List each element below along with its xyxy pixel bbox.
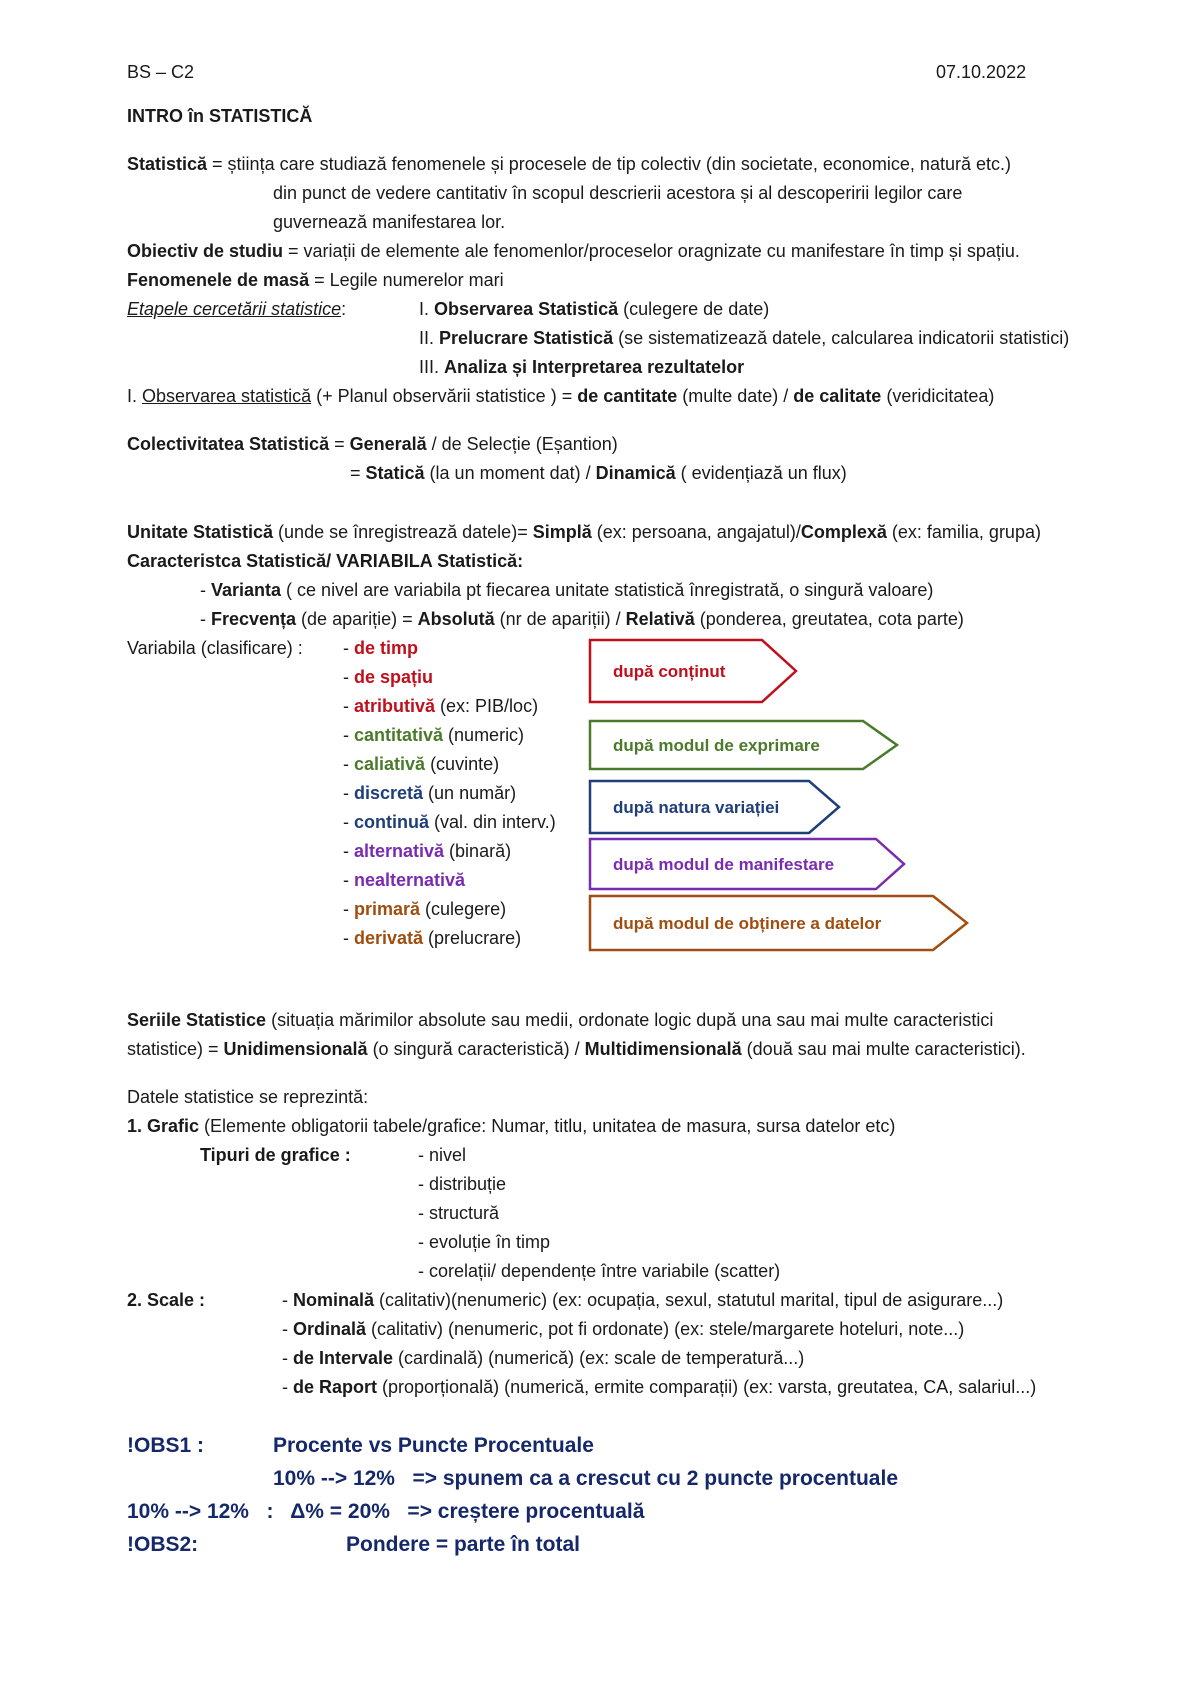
scale-name: Nominală: [293, 1290, 375, 1310]
obs1-line-2: 10% --> 12% => spunem ca a crescut cu 2 puncte procentuale: [273, 1467, 898, 1490]
collectivity-static: Statică: [365, 463, 425, 483]
variable-name: caliativă: [354, 754, 426, 774]
variable-note: (ex: PIB/loc): [435, 696, 539, 716]
series-multidimensional: Multidimensională: [584, 1039, 742, 1059]
unit-simple-note: (ex: persoana, angajatul)/: [591, 522, 801, 542]
unit-term: Unitate Statistică: [127, 522, 274, 542]
stage-3: [419, 355, 744, 379]
collectivity-term: Colectivitatea Statistică: [127, 434, 330, 454]
stage-1-num: I.: [419, 299, 435, 319]
stages-label-text: Etapele cercetării statistice: [127, 299, 342, 319]
stage-2: [419, 326, 1069, 350]
scale-name: Ordinală: [293, 1319, 367, 1339]
variant-line: [200, 578, 933, 602]
arrow-variation: [590, 781, 839, 833]
scale-dash: -: [282, 1319, 293, 1339]
collectivity-line-2: [350, 461, 847, 485]
variable-name: cantitativă: [354, 725, 444, 745]
variable-note: (prelucrare): [423, 928, 522, 948]
chart-type-item: - structură: [418, 1203, 500, 1223]
variant-dash: -: [200, 580, 211, 600]
series-unidimensional: Unidimensională: [223, 1039, 368, 1059]
graphic-note: (Elemente obligatorii tabele/grafice: Numar, titlu, unitatea de masura, sursa datelor etc): [199, 1116, 896, 1136]
stage-2-num: II.: [419, 328, 440, 348]
variable-item: - derivată (prelucrare): [343, 928, 522, 948]
collectivity-selection: / de Selecție (Eșantion): [426, 434, 618, 454]
variable-item: - atributivă (ex: PIB/loc): [343, 696, 539, 716]
scale-note: (proporțională) (numerică, ermite comparații) (ex: varsta, greutatea, CA, salariul...): [377, 1377, 1037, 1397]
variable-note: (numeric): [443, 725, 525, 745]
frequency-note: (de apariție) =: [296, 609, 418, 629]
characteristic-term: Caracteristca Statistică/ VARIABILA Statistică:: [127, 551, 524, 571]
scale-dash: -: [282, 1348, 293, 1368]
scale-item: [282, 1317, 964, 1341]
variable-name: derivată: [354, 928, 424, 948]
collectivity-dynamic: Dinamică: [595, 463, 676, 483]
scale-note: (calitativ) (nenumeric, pot fi ordonate) (ex: stele/margarete hoteluri, note...): [366, 1319, 965, 1339]
observation-quantity: de cantitate: [577, 386, 678, 406]
definition-text-1: = știința care studiază fenomenele și procesele de tip colectiv (din societate, economice, natură etc.): [207, 154, 1011, 174]
document-date: 07.10.2022: [936, 62, 1027, 82]
arrow-content: [590, 640, 796, 702]
variable-item: - primară (culegere): [343, 899, 507, 919]
scale-dash: -: [282, 1290, 293, 1310]
scale-item: [282, 1288, 1003, 1312]
observation-quality: de calitate: [793, 386, 882, 406]
stages-colon: :: [341, 299, 347, 319]
series-multi-note: (două sau mai multe caracteristici).: [741, 1039, 1026, 1059]
series-line-2: [127, 1037, 1026, 1061]
chart-type-item: - evoluție în timp: [418, 1232, 551, 1252]
representation-intro: Datele statistice se reprezintă:: [127, 1087, 369, 1107]
variable-note: (cuvinte): [425, 754, 500, 774]
characteristic-line: [127, 549, 523, 573]
variables-label: Variabila (clasificare) :: [127, 638, 303, 658]
observation-quality-note: (veridicitatea): [881, 386, 995, 406]
collectivity-eq: =: [329, 434, 350, 454]
classification-arrows: [580, 632, 1000, 962]
objective-line: [127, 239, 1020, 263]
graphic-line: [127, 1114, 895, 1138]
stage-1: [419, 297, 769, 321]
obs2-text: Pondere = parte în total: [346, 1533, 580, 1556]
scale-note: (cardinală) (numerică) (ex: scale de temperatură...): [393, 1348, 805, 1368]
variant-text: ( ce nivel are variabila pt fiecarea unitate statistică înregistrată, o singură valoare): [281, 580, 934, 600]
variable-item: - discretă (un număr): [343, 783, 517, 803]
unit-complex-note: (ex: familia, grupa): [886, 522, 1041, 542]
scale-item: [282, 1346, 804, 1370]
variable-name: primară: [354, 899, 421, 919]
scales-label: 2. Scale :: [127, 1290, 206, 1310]
variable-name: nealternativă: [354, 870, 466, 890]
frequency-line: [200, 607, 964, 631]
chart-type-item: - corelații/ dependențe între variabile (scatter): [418, 1261, 781, 1281]
mass-text: = Legile numerelor mari: [309, 270, 504, 290]
scale-note: (calitativ)(nenumeric) (ex: ocupația, sexul, statutul marital, tipul de asigurare...): [374, 1290, 1004, 1310]
obs1-title: Procente vs Puncte Procentuale: [273, 1434, 594, 1457]
observation-term: Observarea statistică: [142, 386, 312, 406]
observation-num: I.: [127, 386, 143, 406]
frequency-relative: Relativă: [625, 609, 695, 629]
arrow-manifestation: [590, 839, 904, 889]
variable-item: - cantitativă (numeric): [343, 725, 525, 745]
obs2-label: !OBS2:: [127, 1533, 199, 1556]
variable-item: - continuă (val. din interv.): [343, 812, 556, 832]
variable-item: - de timp: [343, 638, 419, 658]
stage-3-title: Analiza și Interpretarea rezultatelor: [444, 357, 745, 377]
stage-1-note: (culegere de date): [618, 299, 770, 319]
stage-3-num: III.: [419, 357, 445, 377]
variable-name: discretă: [354, 783, 424, 803]
definition-term: Statistică: [127, 154, 208, 174]
variable-name: de timp: [354, 638, 419, 658]
variable-note: (culegere): [420, 899, 507, 919]
variable-item: - de spațiu: [343, 667, 434, 687]
variable-name: continuă: [354, 812, 429, 832]
variable-name: alternativă: [354, 841, 445, 861]
stage-2-note: (se sistematizează datele, calcularea indicatorii statistici): [613, 328, 1070, 348]
observation-line: [127, 384, 994, 408]
scale-name: de Raport: [293, 1377, 378, 1397]
frequency-dash: -: [200, 609, 211, 629]
collectivity-general: Generală: [349, 434, 427, 454]
variable-item: - nealternativă: [343, 870, 466, 890]
observation-mid: (+ Planul observării statistice ) =: [311, 386, 578, 406]
collectivity-eq2: =: [350, 463, 366, 483]
chart-type-item: - nivel: [418, 1145, 467, 1165]
mass-line: [127, 268, 504, 292]
series-line-1: [127, 1008, 993, 1032]
collectivity-dynamic-note: ( evidențiază un flux): [675, 463, 847, 483]
arrow-manifestation-label: după modul de manifestare: [613, 855, 835, 874]
obs1-line-3: 10% --> 12% : Δ% = 20% => creștere procentuală: [127, 1500, 645, 1523]
definition-line-1: [127, 152, 1011, 176]
variable-note: (binară): [444, 841, 512, 861]
variable-name: atributivă: [354, 696, 436, 716]
graphic-term: 1. Grafic: [127, 1116, 200, 1136]
frequency-term: Frecvența: [211, 609, 297, 629]
series-text-2: statistice) =: [127, 1039, 224, 1059]
variant-term: Varianta: [211, 580, 282, 600]
arrow-variation-label: după natura variației: [613, 798, 780, 817]
objective-text: = variații de elemente ale fenomenlor/proceselor oragnizate cu manifestare în timp și spațiu.: [283, 241, 1020, 261]
arrow-obtaining-label: după modul de obținere a datelor: [613, 914, 882, 933]
page-title: INTRO în STATISTICĂ: [127, 106, 313, 126]
unit-note: (unde se înregistrează datele)=: [273, 522, 533, 542]
series-term: Seriile Statistice: [127, 1010, 267, 1030]
observation-quantity-note: (multe date) /: [677, 386, 794, 406]
arrow-obtaining: [590, 896, 967, 950]
stage-2-title: Prelucrare Statistică: [439, 328, 614, 348]
definition-line-2: din punct de vedere cantitativ în scopul descrierii acestora și al descoperirii legilor care: [273, 183, 963, 203]
stages-label: [127, 297, 346, 321]
frequency-relative-note: (ponderea, greutatea, cota parte): [694, 609, 964, 629]
arrow-expression-label: după modul de exprimare: [613, 736, 820, 755]
course-code: BS – C2: [127, 62, 195, 82]
frequency-absolute-note: (nr de apariții) /: [494, 609, 626, 629]
variable-note: (un număr): [423, 783, 517, 803]
variable-name: de spațiu: [354, 667, 434, 687]
variable-note: (val. din interv.): [429, 812, 556, 832]
scale-name: de Intervale: [293, 1348, 394, 1368]
chart-types-label: Tipuri de grafice :: [200, 1145, 351, 1165]
arrow-content-label: după conținut: [613, 662, 726, 681]
series-text-1: (situația mărimilor absolute sau medii, ordonate logic după una sau mai multe caracteristici: [266, 1010, 994, 1030]
arrow-expression: [590, 721, 897, 769]
unit-line: [127, 520, 1041, 544]
unit-simple: Simplă: [532, 522, 592, 542]
variable-item: - caliativă (cuvinte): [343, 754, 500, 774]
chart-type-item: - distribuție: [418, 1174, 507, 1194]
series-uni-note: (o singură caracteristică) /: [367, 1039, 585, 1059]
collectivity-line-1: [127, 432, 618, 456]
stage-1-title: Observarea Statistică: [434, 299, 619, 319]
scale-dash: -: [282, 1377, 293, 1397]
scale-item: [282, 1375, 1036, 1399]
objective-term: Obiectiv de studiu: [127, 241, 284, 261]
unit-complex: Complexă: [800, 522, 887, 542]
mass-term: Fenomenele de masă: [127, 270, 310, 290]
frequency-absolute: Absolută: [417, 609, 495, 629]
variable-item: - alternativă (binară): [343, 841, 512, 861]
obs1-label: !OBS1 :: [127, 1434, 205, 1457]
collectivity-static-note: (la un moment dat) /: [424, 463, 596, 483]
definition-line-3: guvernează manifestarea lor.: [273, 212, 506, 232]
